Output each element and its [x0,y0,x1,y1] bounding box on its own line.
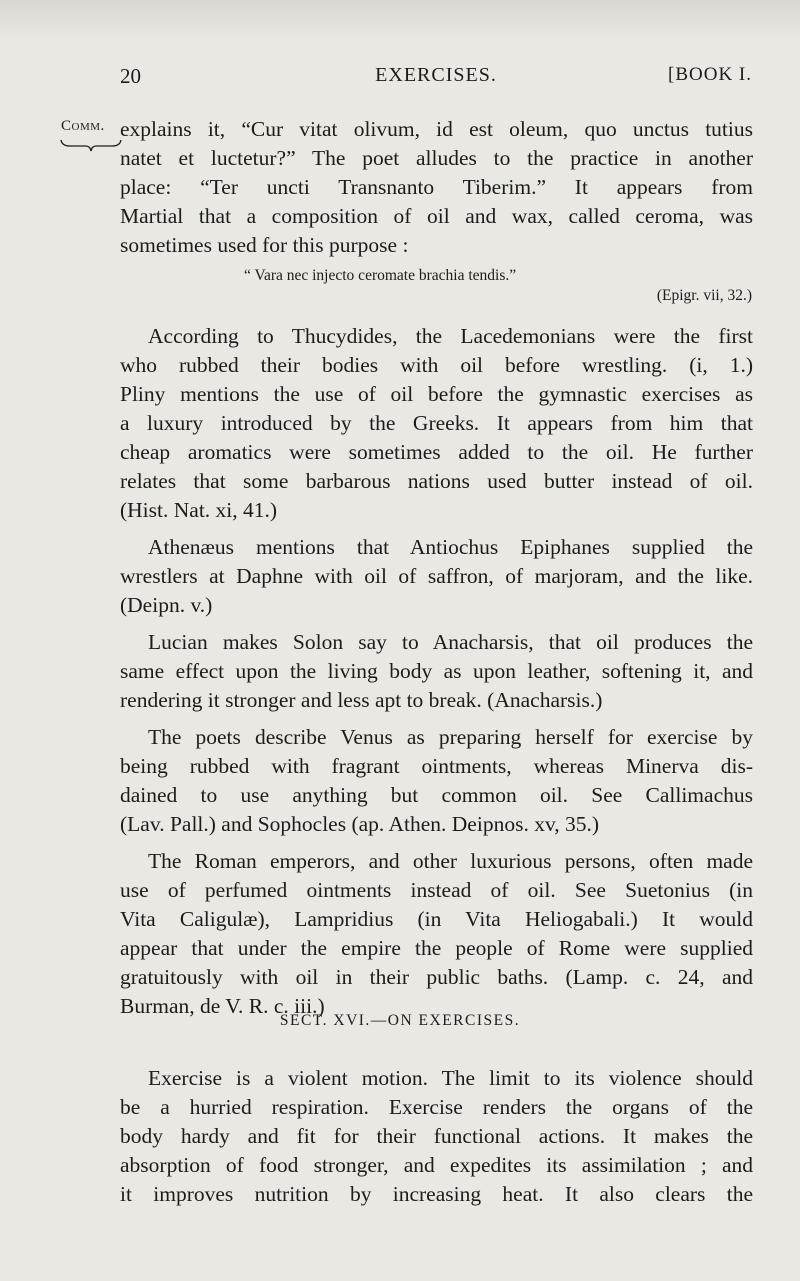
text-line: be a hurried respiration. Exercise renders the organs of the [120,1095,753,1119]
paragraph [120,533,753,620]
text-line: Exercise is a violent motion. The limit to its violence should [148,1066,753,1090]
body-text [120,322,753,1021]
text-line: explains it, “Cur vitat olivum, id est oleum, quo unctus tutius [120,117,753,141]
paragraph [120,628,753,715]
text-line: appear that under the empire the people of Rome were supplied [120,936,753,960]
brace-icon [60,138,122,152]
text-line: The poets describe Venus as preparing herself for exercise by [148,725,753,749]
text-line: cheap aromatics were sometimes added to the oil. He further [120,440,753,464]
final-paragraph [120,1064,753,1209]
text-line: who rubbed their bodies with oil before wrestling. (i, 1.) [120,353,753,377]
text-line: (Deipn. v.) [120,593,213,617]
paragraph [120,847,753,1021]
text-line: The Roman emperors, and other luxurious persons, often made [148,849,753,873]
margin-note: Comm. [61,118,105,134]
page-top-edge [0,0,800,40]
page-number: 20 [120,64,141,88]
text-line: wrestlers at Daphne with oil of saffron, of marjoram, and the like. [120,564,753,588]
text-line: (Hist. Nat. xi, 41.) [120,498,278,522]
text-line: same effect upon the living body as upon leather, softening it, and [120,659,753,683]
text-line: relates that some barbarous nations used butter instead of oil. [120,469,753,493]
text-line: Martial that a composition of oil and wax, called ceroma, was [120,204,753,228]
text-line: gratuitously with oil in their public baths. (Lamp. c. 24, and [120,965,753,989]
text-line: Lucian makes Solon say to Anacharsis, that oil produces the [148,630,753,654]
running-title: EXERCISES. [375,64,497,86]
text-line: (Lav. Pall.) and Sophocles (ap. Athen. Deipnos. xv, 35.) [120,812,600,836]
text-line: dained to use anything but common oil. See Callimachus [120,783,753,807]
text-line: absorption of food stronger, and expedites its assimilation ; and [120,1153,753,1177]
text-line: being rubbed with fragrant ointments, whereas Minerva dis- [120,754,753,778]
text-line: it improves nutrition by increasing heat. It also clears the [120,1182,753,1206]
text-line: Burman, de V. R. c. iii.) [120,994,325,1018]
quote-citation: (Epigr. vii, 32.) [656,287,752,304]
text-line: Athenæus mentions that Antiochus Epiphanes supplied the [148,535,753,559]
text-line: sometimes used for this purpose : [120,233,409,257]
paragraph [120,322,753,525]
text-line: Vita Caligulæ), Lampridius (in Vita Heliogabali.) It would [120,907,753,931]
page-header [120,64,752,98]
text-line: a luxury introduced by the Greeks. It appears from him that [120,411,753,435]
text-line: body hardy and fit for their functional actions. It makes the [120,1124,753,1148]
text-line: rendering it stronger and less apt to break. (Anacharsis.) [120,688,603,712]
section-heading: SECT. XVI.—ON EXERCISES. [279,1012,521,1029]
opening-block [120,115,753,260]
text-line: According to Thucydides, the Lacedemonians were the first [148,324,753,348]
block-quote: “ Vara nec injecto ceromate brachia tendis.” [244,267,517,284]
paragraph [120,723,753,839]
book-reference: [BOOK I. [668,64,752,85]
text-line: use of perfumed ointments instead of oil. See Suetonius (in [120,878,753,902]
text-line: Pliny mentions the use of oil before the gymnastic exercises as [120,382,753,406]
text-line: place: “Ter uncti Transnanto Tiberim.” It appears from [120,175,753,199]
text-line: natet et luctetur?” The poet alludes to the practice in another [120,146,753,170]
